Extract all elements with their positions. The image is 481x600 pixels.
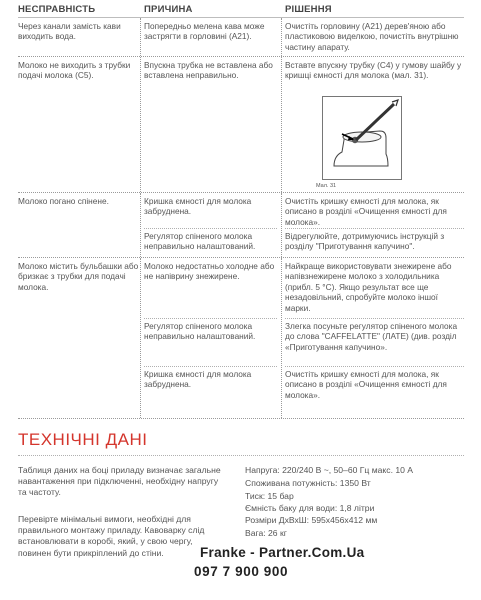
spec-water-tank: Ємність баку для води: 1,8 літри <box>245 503 375 513</box>
cause-text: Кришка ємності для молока забруднена. <box>144 196 252 217</box>
section-title: ТЕХНІЧНІ ДАНІ <box>18 430 148 449</box>
cause-text: Впускна трубка не вставлена або вставлена неправильно. <box>144 60 273 81</box>
column-divider <box>140 193 141 257</box>
solution-text: Злегка посуньте регулятор спіненого молока до слова "CAFFELATTE" (ЛАТЕ) (див. розділ «Приготування капучино». <box>285 321 458 352</box>
subrow-divider <box>285 318 464 319</box>
header-cause: ПРИЧИНА <box>144 4 193 15</box>
table-row <box>18 258 464 419</box>
figure-caption: Мал. 31 <box>316 183 337 189</box>
solution-text: Очистіть горловину (A21) дерев'яною або пластиковою виделкою, почистіть внутрішню частину апарату. <box>285 21 459 52</box>
watermark-site: Franke - Partner.Com.Ua <box>200 545 365 560</box>
column-divider <box>281 258 282 418</box>
header-solution: РІШЕННЯ <box>285 4 332 15</box>
column-divider <box>281 18 282 56</box>
text-line: правильного монтажу приладу. Кавоварку слід <box>18 525 205 536</box>
spec-weight: Вага: 26 кг <box>245 528 287 538</box>
milk-tube-illustration <box>322 96 402 180</box>
column-divider <box>140 18 141 56</box>
problem-text: Молоко не виходить з трубки подачі молока (C5). <box>18 60 131 81</box>
problem-text: Молоко погано спінене. <box>18 196 109 206</box>
spec-pressure: Тиск: 15 бар <box>245 491 294 501</box>
text-line: встановлювати в коробі, який, у свою чергу, <box>18 536 193 547</box>
cause-text: Молоко недостатньо холодне або не напіврину знежирене. <box>144 261 275 282</box>
solution-text: Очистіть кришку ємності для молока, як описано в розділі «Очищення ємності для молока». <box>285 196 447 227</box>
subrow-divider <box>285 228 464 229</box>
solution-text: Очистіть кришку ємності для молока, як описано в розділі «Очищення ємності для молока». <box>285 369 447 400</box>
spec-power: Споживана потужність: 1350 Вт <box>245 478 371 488</box>
column-divider <box>281 193 282 257</box>
subrow-divider <box>285 366 464 367</box>
paragraph-power-info <box>18 465 221 499</box>
cause-text: Кришка ємності для молока забруднена. <box>144 369 252 390</box>
section-divider <box>18 455 464 456</box>
solution-text: Вставте впускну трубку (C4) у гумову шайбу у кришці ємності для молока (мал. 31). <box>285 60 462 81</box>
solution-text: Відрегулюйте, дотримуючись інструкцій з розділу "Приготування капучино". <box>285 231 445 252</box>
subrow-divider <box>144 228 277 229</box>
cause-text: Регулятор спіненого молока неправильно налаштований. <box>144 231 256 252</box>
problem-text: Молоко містить бульбашки або бризкає з трубки для подачі молока. <box>18 261 139 292</box>
cause-text: Регулятор спіненого молока неправильно налаштований. <box>144 321 256 342</box>
watermark-phone: 097 7 900 900 <box>194 564 289 579</box>
cause-text: Попередньо мелена кава може застрягти в горловині (A21). <box>144 21 265 42</box>
text-line: Таблиця даних на боці приладу визначає загальне <box>18 465 221 475</box>
column-divider <box>140 258 141 418</box>
text-line: повинен бути прикріплений до стіни. <box>18 547 164 558</box>
subrow-divider <box>144 366 277 367</box>
solution-text: Найкраще використовувати знежирене або напівзнежирене молоко з холодильника (прибл. 5 °C). Якщо результат все ще незадовільний, спробуйте молоко іншої марки. <box>285 261 452 313</box>
column-divider <box>281 57 282 192</box>
text-line: навантаження при підключенні, необхідну напругу <box>18 476 219 487</box>
subrow-divider <box>144 318 277 319</box>
paragraph-install-info <box>18 514 204 559</box>
table-row <box>18 193 464 258</box>
text-line: Перевірте мінімальні вимоги, необхідні для <box>18 514 191 524</box>
spec-dimensions: Розміри ДхВхШ: 595х456х412 мм <box>245 515 378 525</box>
spec-voltage: Напруга: 220/240 В ~, 50–60 Гц макс. 10 A <box>245 465 414 475</box>
table-header <box>18 0 464 18</box>
problem-text: Через канали замість кави виходить вода. <box>18 21 121 42</box>
text-line: та частоту. <box>18 487 61 498</box>
table-row <box>18 18 464 57</box>
column-divider <box>140 57 141 192</box>
header-problem: НЕСПРАВНІСТЬ <box>18 4 96 15</box>
